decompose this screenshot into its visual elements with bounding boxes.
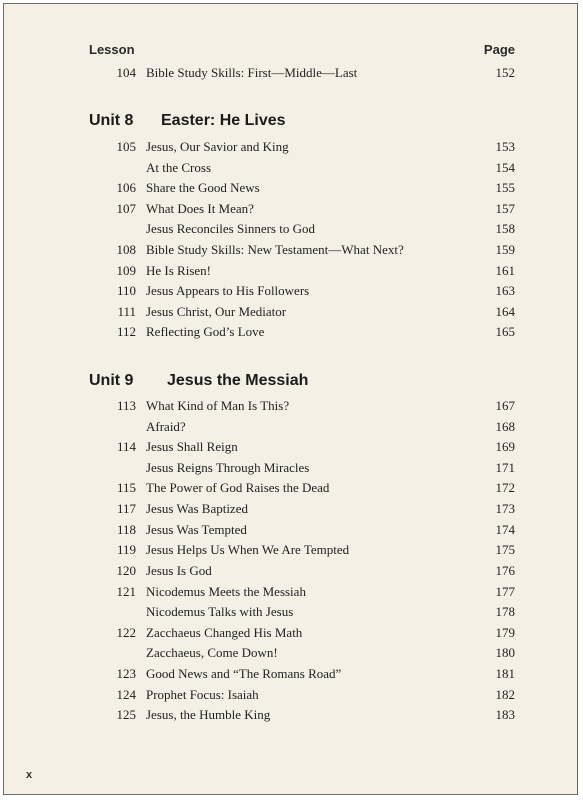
page-folio: x	[26, 769, 33, 781]
unit-title: Jesus the Messiah	[167, 372, 309, 389]
page-number: 174	[495, 522, 515, 537]
toc-entry	[89, 322, 515, 342]
lesson-title: Jesus Shall Reign	[146, 439, 238, 454]
lesson-number: 108	[116, 242, 136, 257]
lesson-number: 115	[116, 480, 136, 495]
lesson-title: Zacchaeus, Come Down!	[146, 645, 278, 660]
page-number: 179	[495, 625, 515, 640]
toc-entry	[89, 458, 515, 478]
toc-entry	[89, 705, 515, 725]
lesson-number: 118	[116, 522, 136, 537]
toc-entry	[89, 664, 515, 684]
page-number: 154	[495, 160, 515, 175]
toc-entry	[89, 302, 515, 322]
unit-label: Unit 9	[89, 372, 134, 389]
lesson-number: 124	[116, 687, 136, 702]
page-number: 177	[495, 584, 515, 599]
toc-entry	[89, 623, 515, 643]
page-number: 176	[495, 563, 515, 578]
toc-entry	[89, 158, 515, 178]
lesson-title: Jesus Christ, Our Mediator	[146, 304, 287, 319]
lesson-number: 107	[116, 201, 136, 216]
toc-entry	[89, 199, 515, 219]
lesson-title: What Does It Mean?	[146, 201, 254, 216]
lesson-number: 117	[116, 501, 136, 516]
lesson-number: 109	[116, 263, 136, 278]
column-header	[89, 42, 515, 60]
lesson-number: 105	[116, 139, 136, 154]
lesson-title: He Is Risen!	[146, 263, 211, 278]
toc-entry	[89, 685, 515, 705]
toc-entry	[89, 261, 515, 281]
lesson-title: Good News and “The Romans Road”	[146, 666, 342, 681]
lesson-title: Jesus Appears to His Followers	[146, 283, 310, 298]
page-number: 165	[495, 324, 515, 339]
page-number: 171	[495, 460, 515, 475]
toc-entry	[89, 417, 515, 437]
lesson-title: Bible Study Skills: First—Middle—Last	[146, 65, 358, 80]
lesson-title: Jesus, Our Savior and King	[146, 139, 289, 154]
unit-label: Unit 8	[89, 112, 134, 129]
page-number: 175	[495, 542, 515, 557]
lesson-number: 111	[117, 304, 136, 319]
toc-entry	[89, 499, 515, 519]
page-number: 157	[495, 201, 515, 216]
lesson-number: 110	[116, 283, 136, 298]
lesson-title: Zacchaeus Changed His Math	[146, 625, 303, 640]
lesson-number: 121	[116, 584, 136, 599]
lesson-number: 114	[116, 439, 136, 454]
lesson-title: Jesus Helps Us When We Are Tempted	[146, 542, 350, 557]
lesson-title: Jesus Was Baptized	[146, 501, 248, 516]
lesson-title: Share the Good News	[146, 180, 260, 195]
lesson-title: Jesus Is God	[146, 563, 212, 578]
page-number: 173	[495, 501, 515, 516]
lesson-title: Afraid?	[146, 419, 186, 434]
lesson-number: 125	[116, 707, 136, 722]
lesson-number: 106	[116, 180, 136, 195]
toc-entry	[89, 561, 515, 581]
lesson-title: Bible Study Skills: New Testament—What Next?	[146, 242, 404, 257]
lesson-number: 113	[116, 398, 136, 413]
toc-entry	[89, 582, 515, 602]
lesson-title: Reflecting God’s Love	[146, 324, 265, 339]
toc-entry	[89, 240, 515, 260]
page-number: 153	[495, 139, 515, 154]
lesson-number: 123	[116, 666, 136, 681]
lesson-title: At the Cross	[146, 160, 211, 175]
lesson-number: 112	[116, 324, 136, 339]
lesson-title: Nicodemus Meets the Messiah	[146, 584, 306, 599]
lesson-title: Jesus Was Tempted	[146, 522, 247, 537]
lesson-number: 119	[116, 542, 136, 557]
page-number: 152	[495, 65, 515, 80]
page-number: 182	[495, 687, 515, 702]
toc-entry	[89, 178, 515, 198]
page-number: 172	[495, 480, 515, 495]
lesson-column-label: Lesson	[89, 42, 135, 57]
page-number: 158	[495, 221, 515, 236]
page-number: 168	[495, 419, 515, 434]
page-number: 181	[495, 666, 515, 681]
toc-entry	[89, 602, 515, 622]
page-number: 155	[495, 180, 515, 195]
lesson-title: Jesus, the Humble King	[146, 707, 271, 722]
page-number: 163	[495, 283, 515, 298]
page-number: 167	[495, 398, 515, 413]
toc-entry	[89, 643, 515, 663]
lesson-title: Jesus Reconciles Sinners to God	[146, 221, 315, 236]
toc-entry	[89, 281, 515, 301]
unit-title: Easter: He Lives	[161, 112, 286, 129]
lesson-title: Nicodemus Talks with Jesus	[146, 604, 294, 619]
toc-entry	[89, 540, 515, 560]
page-number: 161	[495, 263, 515, 278]
page-number: 183	[495, 707, 515, 722]
lesson-title: The Power of God Raises the Dead	[146, 480, 330, 495]
lesson-title: What Kind of Man Is This?	[146, 398, 290, 413]
page-number: 180	[495, 645, 515, 660]
lesson-number: 104	[116, 65, 136, 80]
toc-entry	[89, 437, 515, 457]
toc-entry	[89, 63, 515, 83]
toc-entry	[89, 219, 515, 239]
lesson-number: 120	[116, 563, 136, 578]
page-number: 178	[495, 604, 515, 619]
page-number: 159	[495, 242, 515, 257]
lesson-title: Jesus Reigns Through Miracles	[146, 460, 310, 475]
lesson-number: 122	[116, 625, 136, 640]
toc-entry	[89, 478, 515, 498]
toc-entry	[89, 396, 515, 416]
page-number: 169	[495, 439, 515, 454]
page-column-label: Page	[483, 42, 515, 57]
toc-entry	[89, 137, 515, 157]
toc-page	[3, 3, 578, 795]
page-number: 164	[495, 304, 515, 319]
lesson-title: Prophet Focus: Isaiah	[146, 687, 259, 702]
toc-entry	[89, 520, 515, 540]
